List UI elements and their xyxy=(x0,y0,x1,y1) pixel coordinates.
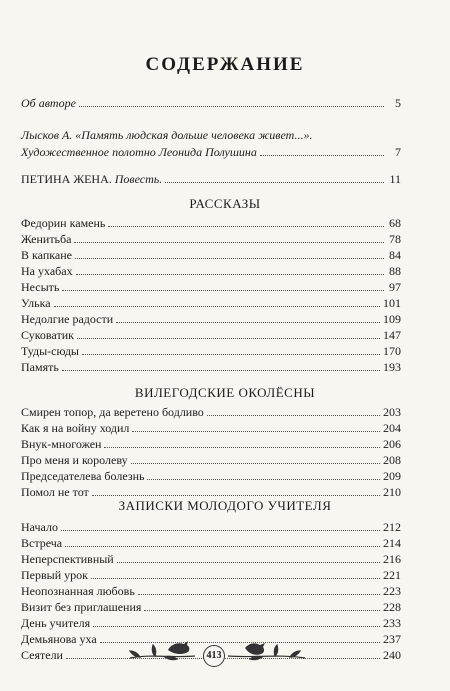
dot-leader xyxy=(260,154,384,156)
dot-leader xyxy=(65,545,380,547)
footer-ornament xyxy=(0,628,450,676)
toc-entry-page: 147 xyxy=(383,328,401,342)
toc-entry[interactable] xyxy=(21,435,401,451)
dot-leader xyxy=(165,181,384,183)
toc-entry[interactable] xyxy=(21,278,401,294)
toc-entry-title: Художественное полотно Леонида Полушина xyxy=(21,145,257,159)
toc-entry-page: 216 xyxy=(383,552,401,566)
toc-entry-page: 97 xyxy=(389,280,401,294)
toc-entry-page: 208 xyxy=(383,453,401,467)
dot-leader xyxy=(75,257,384,259)
toc-entry[interactable] xyxy=(21,419,401,435)
toc-entry[interactable] xyxy=(21,326,401,342)
toc-entry[interactable] xyxy=(21,566,401,582)
novel-genre: Повесть. xyxy=(114,172,163,186)
toc-entry-page: 228 xyxy=(383,600,401,614)
dot-leader xyxy=(91,577,380,579)
toc-entry[interactable] xyxy=(21,598,401,614)
toc-entry-title: Об авторе xyxy=(21,96,76,110)
section-heading-zapiski: ЗАПИСКИ МОЛОДОГО УЧИТЕЛЯ xyxy=(118,498,332,513)
toc-entry[interactable] xyxy=(21,518,401,534)
toc-entry-page: 240 xyxy=(383,648,401,662)
toc-entry-page: 237 xyxy=(383,632,401,646)
toc-entry-title: Федорин камень xyxy=(21,216,106,230)
toc-entry-page: 233 xyxy=(383,616,401,630)
toc-entry[interactable] xyxy=(21,451,401,467)
dot-leader xyxy=(138,593,380,595)
toc-entry[interactable] xyxy=(21,483,401,499)
toc-entry[interactable] xyxy=(21,358,401,374)
toc-entry-page: 193 xyxy=(383,360,401,374)
dot-leader xyxy=(61,529,380,531)
toc-entry-title: Недолгие радости xyxy=(21,312,114,326)
toc-entry-page: 11 xyxy=(389,172,401,186)
dot-leader xyxy=(92,494,380,496)
toc-entry-title: Внук-многожен xyxy=(21,437,102,451)
dot-leader xyxy=(62,289,384,291)
toc-entry-title: День учителя xyxy=(21,616,91,630)
dot-leader xyxy=(77,337,380,339)
dot-leader xyxy=(117,561,380,563)
toc-entry[interactable] xyxy=(21,214,401,230)
toc-entry-title: Первый урок xyxy=(21,568,88,582)
dot-leader xyxy=(74,241,384,243)
toc-entry-page: 5 xyxy=(395,96,401,110)
toc-entry-page: 109 xyxy=(383,312,401,326)
toc-entry[interactable] xyxy=(21,230,401,246)
toc-entry-page: 68 xyxy=(389,216,401,230)
toc-entry-title: Несыть xyxy=(21,280,60,294)
dot-leader xyxy=(54,305,380,307)
toc-entry-title: Визит без приглашения xyxy=(21,600,142,614)
toc-entry[interactable] xyxy=(21,550,401,566)
toc-entry-title: Начало xyxy=(21,520,58,534)
toc-entry[interactable] xyxy=(21,294,401,310)
toc-entry[interactable] xyxy=(21,310,401,326)
toc-entry-page: 101 xyxy=(383,296,401,310)
toc-entry-title: Как я на войну ходил xyxy=(21,421,130,435)
toc-entry-title: Помол не тот xyxy=(21,485,89,499)
toc-entry-page: 78 xyxy=(389,232,401,246)
toc-entry[interactable] xyxy=(21,262,401,278)
toc-entry-intro[interactable] xyxy=(21,94,401,110)
section-heading-vilegod: ВИЛЕГОДСКИЕ ОКОЛЁСНЫ xyxy=(134,385,316,400)
dot-leader xyxy=(207,414,380,416)
toc-entry-page: 214 xyxy=(383,536,401,550)
toc-entry-title: Сеятели xyxy=(21,648,63,662)
page-title: СОДЕРЖАНИЕ xyxy=(145,54,305,75)
toc-entry-title: Неопознанная любовь xyxy=(21,584,135,598)
toc-entry-page: 212 xyxy=(383,520,401,534)
dot-leader xyxy=(131,462,380,464)
toc-entry-title: Демьянова уха xyxy=(21,632,97,646)
dot-leader xyxy=(82,353,380,355)
toc-entry-title: Про меня и королеву xyxy=(21,453,128,467)
dot-leader xyxy=(93,625,380,627)
toc-entry[interactable] xyxy=(21,467,401,483)
bird-icon xyxy=(245,643,265,655)
toc-entry-title xyxy=(21,172,162,186)
dot-leader xyxy=(104,446,380,448)
toc-entry-page: 170 xyxy=(383,344,401,358)
toc-entry-title: Смирен топор, да веретено бодливо xyxy=(21,405,204,419)
toc-entry-title: Туды-сюды xyxy=(21,344,79,358)
page-number: 413 xyxy=(203,645,225,667)
toc-entry-title: Председателева болезнь xyxy=(21,469,145,483)
toc-entry-page: 210 xyxy=(383,485,401,499)
toc-entry-title: На ухабах xyxy=(21,264,73,278)
dot-leader xyxy=(62,369,380,371)
toc-entry-page: 206 xyxy=(383,437,401,451)
toc-entry-title: Суковатик xyxy=(21,328,74,342)
bird-icon xyxy=(168,641,189,654)
toc-entry[interactable] xyxy=(21,582,401,598)
toc-entry-title: Улька xyxy=(21,296,51,310)
toc-entry[interactable] xyxy=(21,342,401,358)
toc-entry-article[interactable] xyxy=(21,143,401,159)
toc-entry-title: Неперспективный xyxy=(21,552,114,566)
toc-entry[interactable] xyxy=(21,403,401,419)
article-line-1[interactable]: Лысков А. «Память людская дольше человека живет...». xyxy=(21,128,313,142)
toc-entry-title: Память xyxy=(21,360,59,374)
toc-entry-page: 88 xyxy=(389,264,401,278)
toc-entry-page: 209 xyxy=(383,469,401,483)
toc-entry-page: 221 xyxy=(383,568,401,582)
dot-leader xyxy=(147,478,380,480)
toc-entry[interactable] xyxy=(21,246,401,262)
toc-entry-title: В капкане xyxy=(21,248,72,262)
toc-entry-page: 203 xyxy=(383,405,401,419)
dot-leader xyxy=(76,273,384,275)
dot-leader xyxy=(116,321,380,323)
toc-entry-title: Встреча xyxy=(21,536,63,550)
dot-leader xyxy=(79,105,384,107)
dot-leader xyxy=(144,609,380,611)
dot-leader xyxy=(108,225,384,227)
toc-entry-page: 84 xyxy=(389,248,401,262)
section-heading-rasskazy: РАССКАЗЫ xyxy=(189,196,261,211)
toc-entry[interactable] xyxy=(21,534,401,550)
novel-title: ПЕТИНА ЖЕНА. xyxy=(21,172,112,186)
toc-entry-novel[interactable] xyxy=(21,170,401,186)
toc-entry-page: 204 xyxy=(383,421,401,435)
dot-leader xyxy=(132,430,380,432)
toc-entry-page: 7 xyxy=(395,145,401,159)
toc-entry-title: Женитьба xyxy=(21,232,72,246)
toc-entry-page: 223 xyxy=(383,584,401,598)
